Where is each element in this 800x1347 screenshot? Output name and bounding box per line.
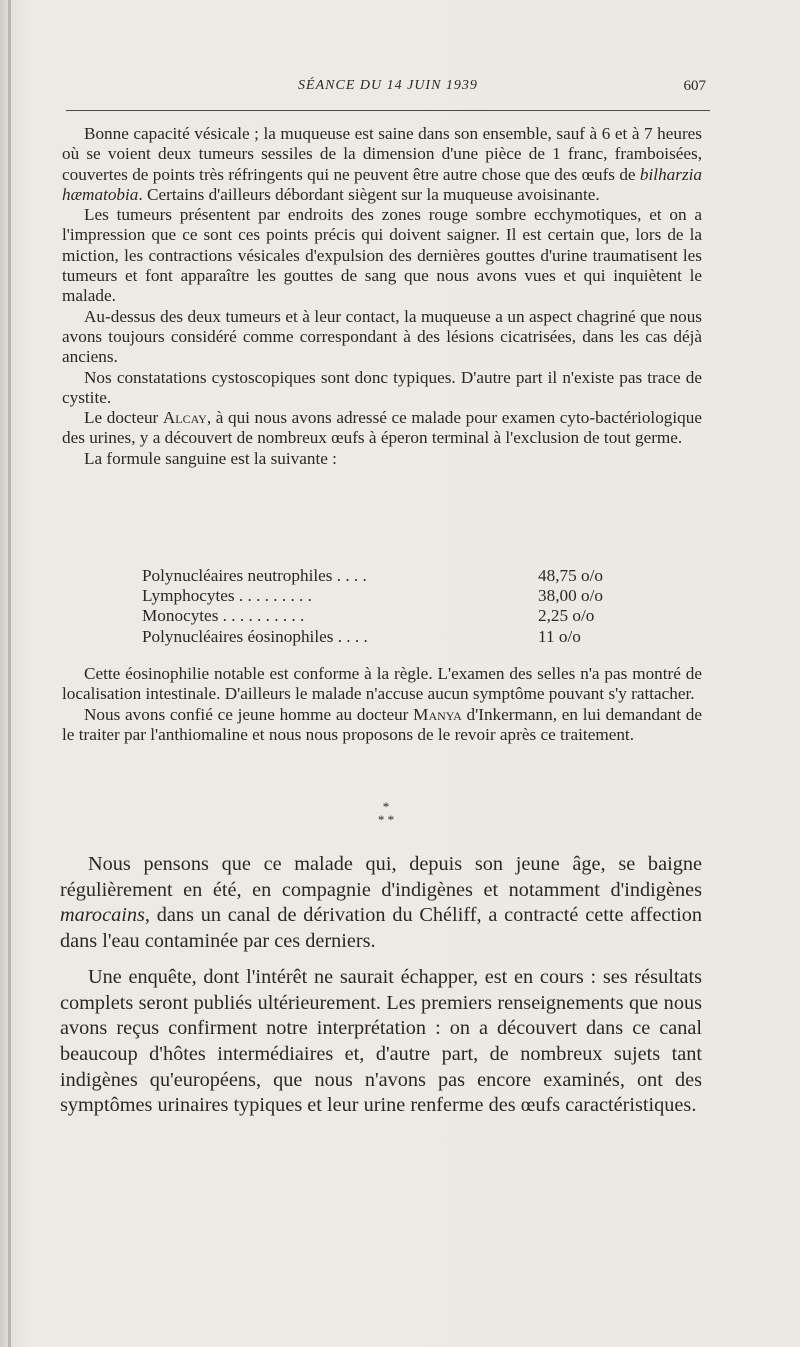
- formula-row: Lymphocytes . . . . . . . . . 38,00 o/o: [142, 586, 603, 606]
- section-separator-asterism: * * *: [377, 799, 395, 827]
- blood-formula-table: [142, 566, 642, 647]
- paragraph: Nos constatations cystoscopiques sont donc typiques. D'autre part il n'existe pas trace de cystite.: [62, 367, 702, 407]
- text-block-conclusion: [60, 852, 702, 1129]
- paragraph: La formule sanguine est la suivante :: [84, 448, 337, 468]
- paragraph: Au-dessus des deux tumeurs et à leur contact, la muqueuse a un aspect chagriné que nous avons toujours considéré comme correspondant à des lésions cicatrisées, dans les cas déjà anciens.: [62, 306, 702, 367]
- page-number: 607: [683, 78, 706, 94]
- binding-gutter: [8, 0, 11, 1347]
- formula-row: Monocytes . . . . . . . . . . 2,25 o/o: [142, 606, 595, 626]
- running-header: [66, 78, 710, 102]
- paragraph: Cette éosinophilie notable est conforme à la règle. L'examen des selles n'a pas montré de localisation intestinale. D'ailleurs le malade n'accuse aucun symptôme pouvant s'y rattacher.: [62, 664, 702, 704]
- formula-row: Polynucléaires neutrophiles . . . . 48,75 o/o: [142, 566, 603, 585]
- paragraph: Le docteur Alcay, à qui nous avons adressé ce malade pour examen cyto-bactériologique des urines, y a découvert de nombreux œufs à éperon terminal à l'exclusion de tout germe.: [62, 408, 702, 448]
- paragraph: Nous pensons que ce malade qui, depuis son jeune âge, se baigne régulièrement en été, en compagnie d'indigènes et notamment d'indigènes marocains, dans un canal de dérivation du Chéliff, a contracté cette affection dans l'eau contaminée par ces derniers.: [60, 853, 702, 953]
- paragraph: Bonne capacité vésicale ; la muqueuse est saine dans son ensemble, sauf à 6 et à 7 heures où se voient deux tumeurs sessiles de la dimension d'une pièce de 1 franc, framboisées, couvertes de points très réfringents qui ne peuvent être autre chose que des œufs de bilharzia hæmatobia. Certains d'ailleurs débordant siègent sur la muqueuse avoisinante.: [62, 124, 702, 204]
- paragraph: Une enquête, dont l'intérêt ne saurait échapper, est en cours : ses résultats complets seront publiés ultérieurement. Les premiers renseignements que nous avons reçus confirment notre interprétation : on a découvert dans ce canal beaucoup d'hôtes intermédiaires et, d'autre part, de nombreux sujets tant indigènes qu'européens, que nous n'avons pas encore examinés, ont des symptômes urinaires typiques et leur urine renferme des œufs caractéristiques.: [60, 965, 702, 1117]
- paragraph: Les tumeurs présentent par endroits des zones rouge sombre ecchymotiques, et on a l'impression que ce sont ces points précis qui doivent saigner. Il est certain que, lors de la miction, les contractions vésicales d'expulsion des dernières gouttes d'urine traumatisent les tumeurs et font apparaître les gouttes de sang que nous avons vues et qui inquiètent le malade.: [62, 205, 702, 306]
- header-rule: [66, 110, 710, 111]
- running-title: SÉANCE DU 14 JUIN 1939: [298, 78, 478, 93]
- formula-row: Polynucléaires éosinophiles . . . . 11 o/o: [142, 626, 581, 646]
- text-block-cystoscopy: [62, 124, 702, 469]
- paragraph: Nous avons confié ce jeune homme au docteur Manya d'Inkermann, en lui demandant de le traiter par l'anthiomaline et nous nous proposons de le revoir après ce traitement.: [62, 704, 703, 744]
- text-block-eosinophilia: [62, 664, 702, 745]
